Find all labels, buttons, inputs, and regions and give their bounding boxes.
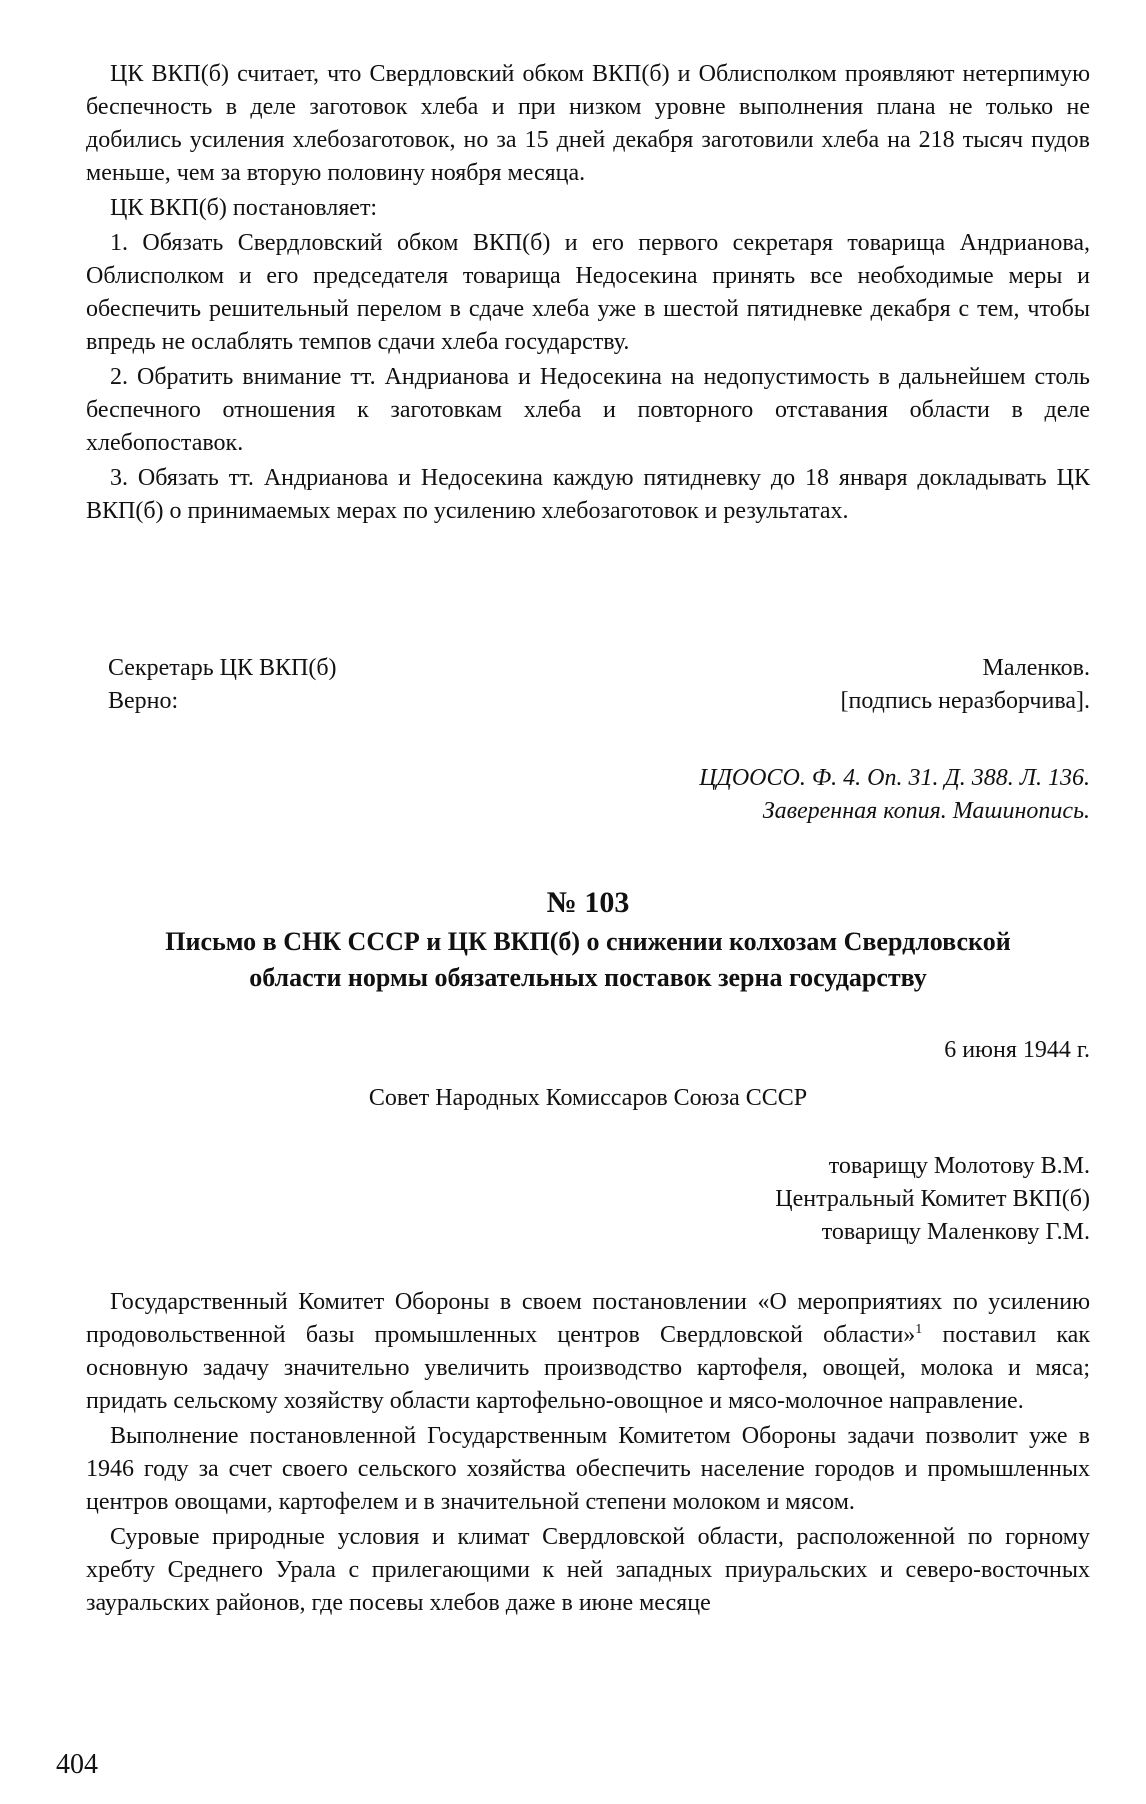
archive-copy-type: Заверенная копия. Машинопись. xyxy=(762,798,1090,824)
signature-row-verified xyxy=(86,685,1090,718)
document-title-line-2: области нормы обязательных поставок зерна государству xyxy=(249,963,927,992)
doc102-paragraph-2: ЦК ВКП(б) постановляет: xyxy=(110,195,378,221)
illegible-signature-note: [подпись неразборчива]. xyxy=(840,688,1090,714)
addressee-block xyxy=(86,1150,1090,1249)
doc103-paragraph-1 xyxy=(86,1286,1090,1418)
document-number: № 103 xyxy=(546,886,630,919)
signature-title: Секретарь ЦК ВКП(б) xyxy=(108,655,337,681)
doc103-paragraph-2: Выполнение постановленной Государственным Комитетом Обороны задачи позволит уже в 1946 году за счет своего сельского хозяйства обеспечить население городов и промышленных центров овощами, картофелем и в значительной степени молоком и мясом. xyxy=(86,1423,1090,1515)
archive-citation: ЦДООСО. Ф. 4. Оп. 31. Д. 388. Л. 136. xyxy=(699,765,1090,791)
doc102-paragraph-5: 3. Обязать тт. Андрианова и Недосекина каждую пятидневку до 18 января докладывать ЦК ВКП(б) о принимаемых мерах по усилению хлебозаготовок и результатах. xyxy=(86,465,1090,524)
doc102-paragraph-3: 1. Обязать Свердловский обком ВКП(б) и его первого секретаря товарища Андрианова, Облисполком и его председателя товарища Недосекина принять все необходимые меры и обеспечить решительный перелом в сдаче хлеба уже в шестой пятидневке декабря с тем, чтобы впредь не ослаблять темпов сдачи хлеба государству. xyxy=(86,230,1090,355)
page-number: 404 xyxy=(56,1749,98,1780)
doc103-paragraph-1-start: Государственный Комитет Обороны в своем постановлении «О мероприятиях по усилению продовольственной базы промышленных центров Свердловской области» xyxy=(86,1289,1090,1348)
verified-label: Верно: xyxy=(108,688,179,714)
signature-name: Маленков. xyxy=(982,655,1090,681)
doc102-paragraph-4: 2. Обратить внимание тт. Андрианова и Недосекина на недопустимость в дальнейшем столь беспечного отношения к заготовкам хлеба и повторного отставания области в деле хлебопоставок. xyxy=(86,364,1090,456)
recipient-organization: Совет Народных Комиссаров Союза СССР xyxy=(368,1085,808,1111)
signature-block xyxy=(86,652,1090,718)
footnote-marker: 1 xyxy=(915,1322,923,1337)
signature-row-secretary xyxy=(86,652,1090,685)
doc103-paragraph-1-end: поставил как основную задачу значительно увеличить производство картофеля, овощей, молока и мяса; придать сельскому хозяйству области картофельно-овощное и мясо-молочное направление. xyxy=(86,1322,1090,1414)
document-title xyxy=(86,924,1090,996)
document-date: 6 июня 1944 г. xyxy=(944,1037,1090,1063)
addressee-line: товарищу Молотову В.М. xyxy=(828,1153,1090,1179)
doc102-body xyxy=(86,58,1090,528)
archive-reference xyxy=(86,762,1090,828)
doc103-paragraph-3: Суровые природные условия и климат Свердловской области, расположенной по горному хребту Среднего Урала с прилегающими к ней западных приуральских и северо-восточных зауральских районов, где посевы хлебов даже в июне месяце xyxy=(86,1524,1090,1616)
addressee-line: товарищу Маленкову Г.М. xyxy=(821,1219,1090,1245)
doc102-paragraph-1: ЦК ВКП(б) считает, что Свердловский обком ВКП(б) и Облисполком проявляют нетерпимую беспечность в деле заготовок хлеба и при низком уровне выполнения плана не только не добились усиления хлебозаготовок, но за 15 дней декабря заготовили хлеба на 218 тысяч пудов меньше, чем за вторую половину ноября месяца. xyxy=(86,61,1090,186)
document-title-line-1: Письмо в СНК СССР и ЦК ВКП(б) о снижении колхозам Свердловской xyxy=(165,927,1011,956)
doc103-body xyxy=(86,1286,1090,1620)
addressee-line: Центральный Комитет ВКП(б) xyxy=(775,1186,1090,1212)
